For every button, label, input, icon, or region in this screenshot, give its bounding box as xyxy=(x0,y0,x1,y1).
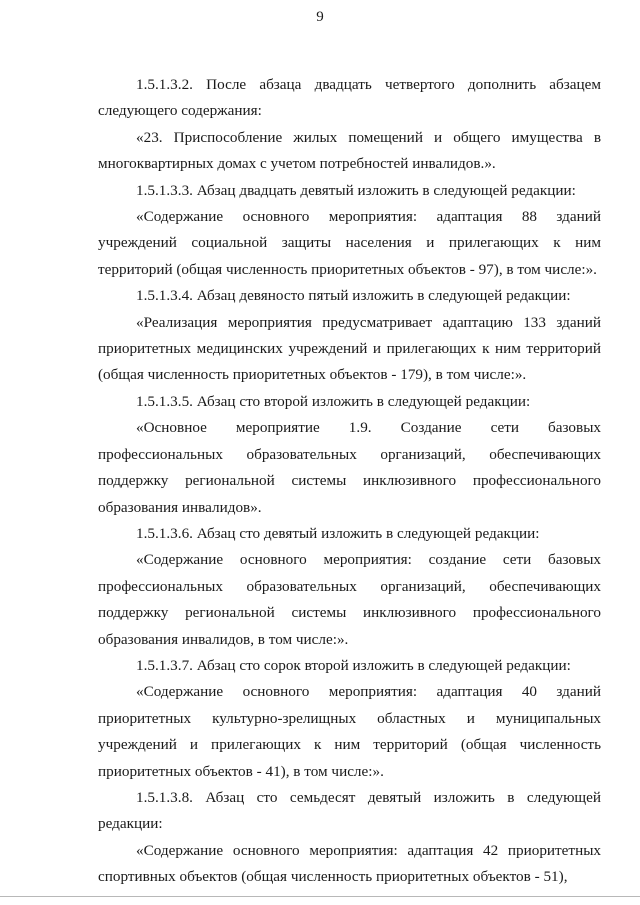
paragraph: 1.5.1.3.4. Абзац девяносто пятый изложить в следующей редакции: xyxy=(136,287,571,305)
paragraph: 1.5.1.3.7. Абзац сто сорок второй изложить в следующей редакции: xyxy=(136,656,571,674)
page-bottom-rule xyxy=(0,896,640,897)
paragraph: «Содержание основного мероприятия: адаптация 88 зданий учреждений социальной защиты населения и прилегающих к ним территорий (общая численность приоритетных объектов - 97), в том числе:». xyxy=(98,208,601,278)
paragraph: 1.5.1.3.8. Абзац сто семьдесят девятый изложить в следующей редакции: xyxy=(98,788,601,833)
paragraph: 1.5.1.3.3. Абзац двадцать девятый изложить в следующей редакции: xyxy=(136,181,576,199)
paragraph: «Содержание основного мероприятия: адаптация 42 приоритетных спортивных объектов (общая численность приоритетных объектов - 51), xyxy=(98,841,601,886)
paragraph: 1.5.1.3.5. Абзац сто второй изложить в следующей редакции: xyxy=(136,392,531,410)
document-body xyxy=(98,72,601,891)
paragraph: «Основное мероприятие 1.9. Создание сети базовых профессиональных образовательных организаций, обеспечивающих поддержку региональной системы инклюзивного профессионального образования инвалидов». xyxy=(98,419,601,516)
paragraph: «Реализация мероприятия предусматривает адаптацию 133 зданий приоритетных медицинских учреждений и прилегающих к ним территорий (общая численность приоритетных объектов - 179), в том числе:». xyxy=(98,313,601,384)
paragraph: «Содержание основного мероприятия: адаптация 40 зданий приоритетных культурно-зрелищных областных и муниципальных учреждений и прилегающих к ним территорий (общая численность приоритетных объектов - 41), в том числе:». xyxy=(98,683,601,780)
paragraph: «23. Приспособление жилых помещений и общего имущества в многоквартирных домах с учетом потребностей инвалидов.». xyxy=(98,128,601,173)
paragraph: «Содержание основного мероприятия: создание сети базовых профессиональных образовательных организаций, обеспечивающих поддержку региональной системы инклюзивного профессионального образования инвалидов, в том числе:». xyxy=(98,551,601,648)
page-number: 9 xyxy=(316,9,324,25)
paragraph: 1.5.1.3.6. Абзац сто девятый изложить в следующей редакции: xyxy=(136,524,540,542)
paragraph: 1.5.1.3.2. После абзаца двадцать четвертого дополнить абзацем следующего содержания: xyxy=(98,76,601,120)
